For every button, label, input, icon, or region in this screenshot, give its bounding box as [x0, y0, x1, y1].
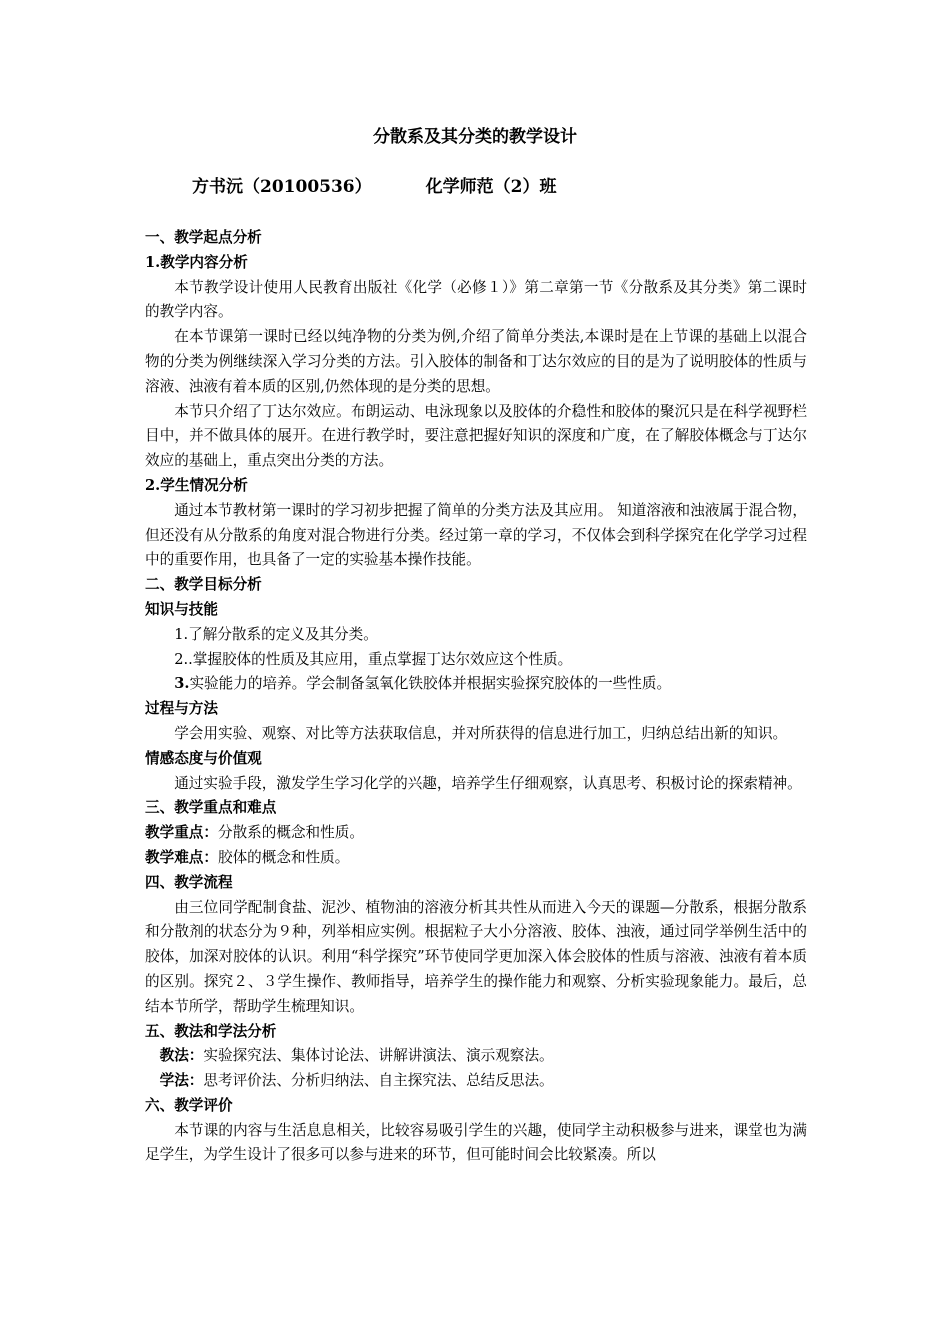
section-heading-3: 三、教学重点和难点: [145, 799, 277, 817]
author-line: [192, 174, 556, 200]
subsection-heading-emotion: 情感态度与价值观: [145, 749, 262, 767]
teaching-method-text: 实验探究法、集体讨论法、讲解讲演法、演示观察法。: [203, 1047, 554, 1065]
section-heading-6: 六、教学评价: [145, 1096, 233, 1114]
learning-method-line: [145, 1069, 807, 1094]
section-heading-2: 二、教学目标分析: [145, 576, 262, 594]
document-title: 分散系及其分类的教学设计: [373, 127, 577, 147]
paragraph: 在本节课第一课时已经以纯净物的分类为例,介绍了简单分类法,本课时是在上节课的基础上以混合物的分类为例继续深入学习分类的方法。引入胶体的制备和丁达尔效应的目的是为了说明胶体的性质与溶液、浊液有着本质的区别,仍然体现的是分类的思想。: [145, 328, 807, 395]
section-heading-1: 一、教学起点分析: [145, 229, 262, 246]
subsection-heading-process: 过程与方法: [145, 700, 218, 718]
document-body: [145, 226, 807, 1168]
paragraph: 本节教学设计使用人民教育出版社《化学（必修１）》第二章第一节《分散系及其分类》第二课时的教学内容。: [145, 278, 807, 321]
subsection-heading-student-analysis: 2.学生情况分析: [145, 476, 248, 494]
paragraph: 本节课的内容与生活息息相关，比较容易吸引学生的兴趣，使同学主动积极参与进来，课堂也为满足学生，为学生设计了很多可以参与进来的环节，但可能时间会比较紧凑。所以: [145, 1121, 807, 1164]
paragraph: 本节只介绍了丁达尔效应。布朗运动、电泳现象以及胶体的介稳性和胶体的聚沉只是在科学视野栏目中，并不做具体的展开。在进行教学时，要注意把握好知识的深度和广度，在了解胶体概念与丁达尔效应的基础上，重点突出分类的方法。: [145, 402, 807, 470]
author-class: 化学师范（2）班: [425, 177, 557, 197]
list-item: [145, 672, 807, 697]
teaching-method-line: [145, 1044, 807, 1069]
difficulty-label: 教学难点：: [145, 848, 218, 866]
section-heading-4: 四、教学流程: [145, 873, 233, 891]
list-item: 2..掌握胶体的性质及其应用，重点掌握丁达尔效应这个性质。: [174, 650, 573, 668]
learning-method-text: 思考评价法、分析归纳法、自主探究法、总结反思法。: [203, 1072, 554, 1090]
subsection-heading-content-analysis: 1.教学内容分析: [145, 253, 248, 271]
key-point-line: [145, 821, 807, 846]
paragraph: 通过实验手段，激发学生学习化学的兴趣，培养学生仔细观察，认真思考、积极讨论的探索精神。: [174, 774, 802, 792]
key-point-label: 教学重点：: [145, 824, 218, 842]
list-item-text: 实验能力的培养。学会制备氢氧化铁胶体并根据实验探究胶体的一些性质。: [189, 675, 672, 693]
difficulty-text: 胶体的概念和性质。: [217, 848, 350, 866]
paragraph: 通过本节教材第一课时的学习初步把握了简单的分类方法及其应用。 知道溶液和浊液属于混合物，但还没有从分散系的角度对混合物进行分类。经过第一章的学习，不仅体会到科学探究在化学学习过程中的重要作用，也具备了一定的实验基本操作技能。: [145, 501, 807, 569]
teaching-method-label: 教法：: [159, 1047, 204, 1065]
author-name: 方书沅（20100536）: [192, 177, 372, 197]
learning-method-label: 学法：: [159, 1072, 204, 1090]
list-item-number: 3.: [174, 675, 190, 693]
paragraph: 学会用实验、观察、对比等方法获取信息，并对所获得的信息进行加工，归纳总结出新的知识。: [174, 724, 788, 742]
paragraph: 由三位同学配制食盐、泥沙、植物油的溶液分析其共性从而进入今天的课题—分散系，根据分散系和分散剂的状态分为９种，列举相应实例。根据粒子大小分溶液、胶体、浊液，通过同学举例生活中的胶体，加深对胶体的认识。利用“科学探究”环节使同学更加深入体会胶体的性质与溶液、浊液有着本质的区别。探究２、３学生操作、教师指导，培养学生的操作能力和观察、分析实验现象能力。最后，总结本节所学，帮助学生梳理知识。: [145, 898, 807, 1015]
section-heading-5: 五、教法和学法分析: [145, 1022, 277, 1040]
list-item: 1.了解分散系的定义及其分类。: [174, 625, 378, 643]
subsection-heading-knowledge: 知识与技能: [145, 600, 218, 618]
difficulty-line: [145, 846, 807, 871]
key-point-text: 分散系的概念和性质。: [217, 824, 364, 842]
